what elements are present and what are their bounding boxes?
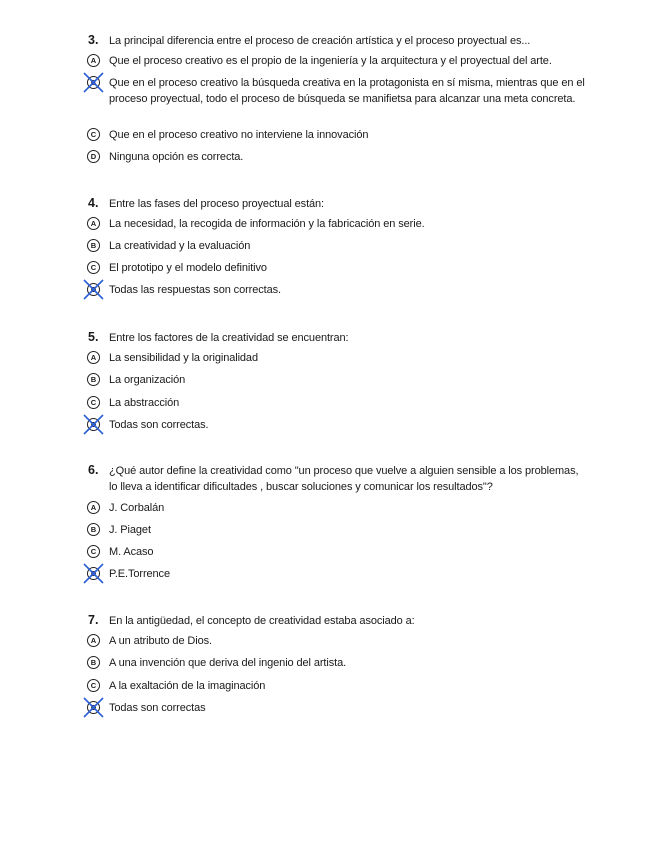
option-circle[interactable]: A: [87, 217, 100, 230]
option-text: A la exaltación de la imaginación: [109, 680, 266, 692]
option-circle[interactable]: C: [87, 396, 100, 409]
question-number: 7.: [88, 613, 99, 627]
option-c[interactable]: [87, 544, 597, 560]
option-text: A una invención que deriva del ingenio del artista.: [109, 657, 347, 669]
question-text: ¿Qué autor define la creatividad como "un proceso que vuelve a alguien sensible a los problemas, lo lleva a identificar dificultades , buscar soluciones y comunicar los resultados"?: [109, 465, 579, 493]
option-circle[interactable]: A: [87, 54, 100, 67]
question-text: Entre los factores de la creatividad se encuentran:: [109, 332, 349, 344]
option-a[interactable]: [87, 500, 597, 516]
option-d[interactable]: [87, 700, 597, 716]
option-circle[interactable]: C: [87, 261, 100, 274]
option-circle[interactable]: B: [87, 656, 100, 669]
option-circle[interactable]: A: [87, 351, 100, 364]
option-circle[interactable]: B: [87, 76, 100, 89]
question-stem: [88, 33, 588, 49]
option-circle[interactable]: D: [87, 567, 100, 580]
option-text: P.E.Torrence: [109, 568, 170, 580]
option-circle[interactable]: B: [87, 523, 100, 536]
option-text: J. Corbalán: [109, 502, 165, 514]
question-number: 5.: [88, 330, 99, 344]
option-text: M. Acaso: [109, 546, 154, 558]
option-text: El prototipo y el modelo definitivo: [109, 262, 267, 274]
option-circle[interactable]: C: [87, 679, 100, 692]
option-text: Que el proceso creativo es el propio de la ingeniería y la arquitectura y el proyectual del arte.: [109, 55, 552, 67]
option-circle[interactable]: D: [87, 283, 100, 296]
option-text: Todas son correctas.: [109, 419, 209, 431]
question-stem: [88, 196, 588, 212]
option-b[interactable]: [87, 522, 597, 538]
option-c[interactable]: [87, 678, 597, 694]
option-text: Ninguna opción es correcta.: [109, 151, 244, 163]
option-a[interactable]: [87, 216, 597, 232]
question-stem: [88, 613, 588, 629]
option-a[interactable]: [87, 633, 597, 649]
option-circle[interactable]: C: [87, 128, 100, 141]
option-circle[interactable]: D: [87, 701, 100, 714]
option-c[interactable]: [87, 395, 597, 411]
option-c[interactable]: [87, 260, 597, 276]
question-text: La principal diferencia entre el proceso de creación artística y el proceso proyectual es...: [109, 35, 531, 47]
option-b[interactable]: [87, 238, 597, 254]
option-a[interactable]: [87, 350, 597, 366]
option-b[interactable]: [87, 372, 597, 388]
option-text: J. Piaget: [109, 524, 151, 536]
option-text: Que en el proceso creativo no interviene la innovación: [109, 129, 369, 141]
option-text: La sensibilidad y la originalidad: [109, 352, 258, 364]
option-text: Todas las respuestas son correctas.: [109, 284, 281, 296]
option-circle[interactable]: B: [87, 239, 100, 252]
option-text: Todas son correctas: [109, 702, 206, 714]
option-text: La organización: [109, 374, 186, 386]
option-text: La creatividad y la evaluación: [109, 240, 251, 252]
question-number: 3.: [88, 33, 99, 47]
selected-cross-mark-icon: [82, 71, 105, 94]
option-circle[interactable]: A: [87, 634, 100, 647]
question-number: 4.: [88, 196, 99, 210]
selected-cross-mark-icon: [82, 562, 105, 585]
option-d[interactable]: [87, 417, 597, 433]
question-text: Entre las fases del proceso proyectual están:: [109, 198, 325, 210]
option-d[interactable]: [87, 149, 597, 165]
selected-cross-mark-icon: [82, 413, 105, 436]
option-circle[interactable]: D: [87, 150, 100, 163]
option-circle[interactable]: D: [87, 418, 100, 431]
option-d[interactable]: [87, 282, 597, 298]
option-b[interactable]: [87, 655, 597, 671]
question-stem: [88, 463, 588, 495]
option-b[interactable]: [87, 75, 597, 107]
selected-cross-mark-icon: [82, 278, 105, 301]
option-a[interactable]: [87, 53, 597, 69]
option-circle[interactable]: B: [87, 373, 100, 386]
option-text: La abstracción: [109, 397, 180, 409]
question-stem: [88, 330, 588, 346]
option-c[interactable]: [87, 127, 597, 143]
question-text: En la antigüedad, el concepto de creatividad estaba asociado a:: [109, 615, 415, 627]
option-text: A un atributo de Dios.: [109, 635, 212, 647]
selected-cross-mark-icon: [82, 696, 105, 719]
question-number: 6.: [88, 463, 99, 477]
option-text: La necesidad, la recogida de información y la fabricación en serie.: [109, 218, 425, 230]
option-circle[interactable]: A: [87, 501, 100, 514]
option-circle[interactable]: C: [87, 545, 100, 558]
option-text: Que en el proceso creativo la búsqueda creativa en la protagonista en sí misma, mientras que en el proceso proyectual, todo el proceso de búsqueda se manifietsa para alcanzar una meta concreta.: [109, 77, 585, 105]
option-d[interactable]: [87, 566, 597, 582]
